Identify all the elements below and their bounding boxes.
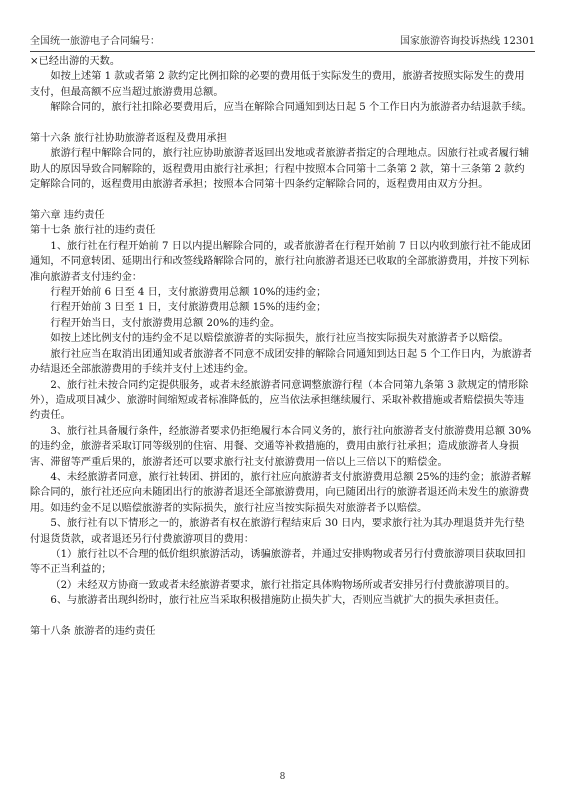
paragraph: 如按上述比例支付的违约金不足以赔偿旅游者的实际损失，旅行社应当按实际损失对旅游者予以赔偿。	[50, 333, 509, 345]
paragraph: 旅游行程中解除合同的，旅行社应协助旅游者返回出发地或者旅游者指定的合理地点。因旅行社或者履行辅助人的原因导致合同解除的，返程费用由旅行社承担；行程中按照本合同第十二条第 2 款，第十三条第 2 款约定解除合同的，返程费用由旅游者承担；按照本合同第十四条约定解除合同的，返程费用由双方分担。	[30, 148, 530, 191]
paragraph: （1）旅行社以不合理的低价组织旅游活动，诱骗旅游者，并通过安排购物或者另行付费旅游项目获取回扣等不正当利益的；	[30, 548, 526, 576]
paragraph: 第十七条 旅行社的违约责任	[30, 225, 156, 237]
complaint-hotline: 国家旅游咨询投诉热线 12301	[400, 36, 535, 47]
section-heading: 第十八条 旅游者的违约责任	[30, 625, 156, 637]
page-header	[30, 35, 535, 52]
paragraph: 行程开始当日，支付旅游费用总额 20%的违约金。	[50, 317, 281, 329]
document-body	[30, 54, 533, 639]
section-heading: 第十六条 旅行社协助旅游者返程及费用承担	[30, 133, 227, 145]
paragraph: 旅行社应当在取消出团通知或者旅游者不同意不成团安排的解除合同通知到达日起 5 个工作日内，为旅游者办结退还全部旅游费用的手续并支付上述违约金。	[30, 348, 532, 376]
paragraph: 行程开始前 3 日至 1 日，支付旅游费用总额 15%的违约金；	[50, 302, 327, 314]
paragraph: 3、旅行社具备履行条件，经旅游者要求仍拒绝履行本合同义务的，旅行社向旅游者支付旅游费用总额 30%的违约金，旅游者采取订同等级别的住宿、用餐、交通等补救措施的，费用由旅行社承担；造成旅游者人身损害、滞留等严重后果的，旅游者还可以要求旅行社支付旅游费用一倍以上三倍以下的赔偿金。	[30, 425, 531, 468]
contract-number-label: 全国统一旅游电子合同编号：	[30, 36, 160, 47]
paragraph: 2、旅行社未按合同约定提供服务，或者未经旅游者同意调整旅游行程（本合同第九条第 3 款规定的情形除外），造成项目减少、旅游时间缩短或者标准降低的，应当依法承担继续履行、采取补救措施或者赔偿损失等违约责任。	[30, 379, 529, 422]
paragraph: 行程开始前 6 日至 4 日，支付旅游费用总额 10%的违约金；	[50, 287, 327, 299]
paragraph: 如按上述第 1 款或者第 2 款约定比例扣除的必要的费用低于实际发生的费用，旅游者按照实际发生的费用支付，但最高额不应当超过旅游费用总额。	[30, 71, 525, 98]
paragraph: 解除合同的，旅行社扣除必要费用后，应当在解除合同通知到达日起 5 个工作日内为旅游者办结退款手续。	[50, 102, 532, 114]
paragraph: （2）未经双方协商一致或者未经旅游者要求，旅行社指定具体购物场所或者安排另行付费旅游项目的。	[50, 579, 516, 591]
paragraph: 5、旅行社有以下情形之一的，旅游者有权在旅游行程结束后 30 日内，要求旅行社为其办理退货并先行垫付退货货款，或者退还另行付费旅游项目的费用：	[30, 518, 525, 545]
paragraph: ×已经出游的天数。	[30, 56, 121, 67]
section-heading: 第六章 违约责任	[30, 210, 105, 222]
page-number: 8	[279, 772, 286, 782]
paragraph: 1、旅行社在行程开始前 7 日以内提出解除合同的，或者旅游者在行程开始前 7 日以内收到旅行社不能成团通知，不同意转团、延期出行和改签线路解除合同的，旅行社向旅游者退还已收取的全部旅游费用，并按下列标准向旅游者支付违约金：	[30, 240, 532, 283]
paragraph: 6、与旅游者出现纠纷时，旅行社应当采取积极措施防止损失扩大，否则应当就扩大的损失承担责任。	[50, 595, 506, 607]
paragraph: 4、未经旅游者同意，旅行社转团、拼团的，旅行社应向旅游者支付旅游费用总额 25%的违约金；旅游者解除合同的，旅行社还应向未随团出行的旅游者退还全部旅游费用，向已随团出行的旅游者退还尚未发生的旅游费用。如违约金不足以赔偿旅游者的实际损失，旅行社应当按实际损失对旅游者予以赔偿。	[30, 471, 531, 514]
